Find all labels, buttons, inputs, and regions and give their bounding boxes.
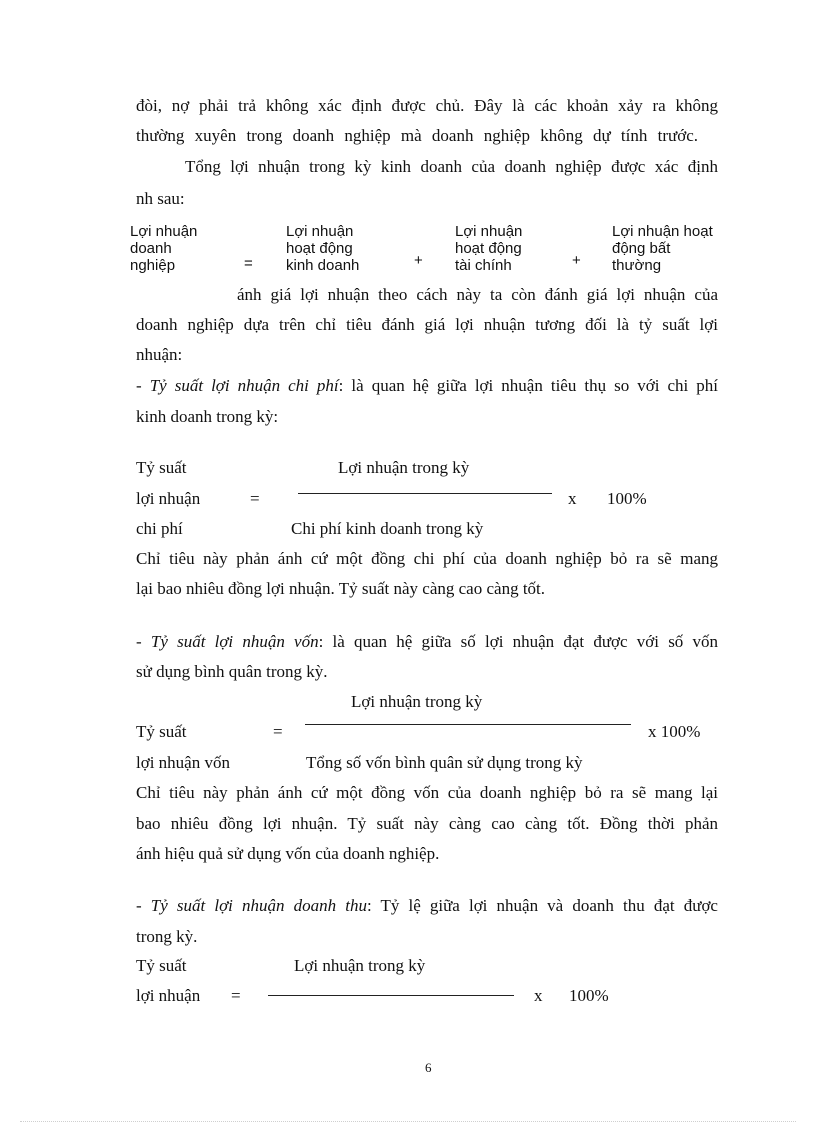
paragraph-line: Chỉ tiêu này phản ánh cứ một đồng chi phí của doanh nghiệp bỏ ra sẽ mang bbox=[136, 549, 718, 568]
paragraph-line: kinh doanh trong kỳ: bbox=[136, 407, 279, 426]
page-number: 6 bbox=[425, 1060, 432, 1075]
paragraph-line: bao nhiêu đồng lợi nhuận. Tỷ suất này càng cao càng tốt. Đồng thời phản bbox=[136, 814, 718, 833]
term-italic: Tỷ suất lợi nhuận vốn bbox=[150, 632, 319, 651]
equation-term: hoạt động bbox=[455, 240, 522, 257]
formula-denominator: Chi phí kinh doanh trong kỳ bbox=[291, 519, 484, 538]
equals-sign: = bbox=[244, 255, 253, 272]
formula-label: lợi nhuận bbox=[136, 986, 201, 1005]
formula-label: chi phí bbox=[136, 519, 183, 538]
term-italic: Tỷ suất lợi nhuận doanh thu bbox=[150, 896, 367, 915]
equation-term: động bất bbox=[612, 240, 671, 257]
formula-label: lợi nhuận bbox=[136, 489, 201, 508]
multiply-sign: x bbox=[568, 489, 577, 508]
equation-term: nghiệp bbox=[130, 257, 176, 274]
multiply-sign: x bbox=[534, 986, 543, 1005]
plus-sign: + bbox=[414, 252, 423, 269]
formula-denominator: Tổng số vốn bình quân sử dụng trong kỳ bbox=[306, 753, 583, 772]
section-heading-line: - Tỷ suất lợi nhuận chi phí: là quan hệ giữa lợi nhuận tiêu thụ so với chi phí bbox=[136, 376, 718, 395]
formula-label: Tỷ suất bbox=[136, 458, 187, 477]
equals-sign: = bbox=[231, 986, 241, 1005]
equation-term: hoạt động bbox=[286, 240, 353, 257]
formula-percent: x 100% bbox=[648, 722, 701, 741]
equation-term: Lợi nhuận bbox=[455, 223, 523, 240]
equation-term: Lợi nhuận hoạt bbox=[612, 223, 713, 240]
section-heading-line: - Tỷ suất lợi nhuận doanh thu: Tỷ lệ giữa lợi nhuận và doanh thu đạt được bbox=[136, 896, 718, 915]
paragraph-line: doanh nghiệp dựa trên chỉ tiêu đánh giá lợi nhuận tương đối là tỷ suất lợi bbox=[136, 315, 718, 334]
paragraph-line: Tổng lợi nhuận trong kỳ kinh doanh của doanh nghiệp được xác định bbox=[185, 157, 718, 176]
formula-label: Tỷ suất bbox=[136, 722, 187, 741]
fraction-bar bbox=[268, 995, 514, 996]
paragraph-line: lại bao nhiêu đồng lợi nhuận. Tỷ suất này càng cao càng tốt. bbox=[136, 579, 546, 598]
page-edge-divider bbox=[20, 1121, 796, 1122]
paragraph-line: nhuận: bbox=[136, 345, 183, 364]
equals-sign: = bbox=[250, 489, 260, 508]
equation-term: doanh bbox=[130, 240, 172, 257]
formula-numerator: Lợi nhuận trong kỳ bbox=[294, 956, 426, 975]
section-heading-line: - Tỷ suất lợi nhuận vốn: là quan hệ giữa số lợi nhuận đạt được với số vốn bbox=[136, 632, 719, 651]
formula-numerator: Lợi nhuận trong kỳ bbox=[338, 458, 470, 477]
paragraph-line: ánh hiệu quả sử dụng vốn của doanh nghiệp. bbox=[136, 844, 440, 863]
term-italic: Tỷ suất lợi nhuận chi phí bbox=[149, 376, 339, 395]
formula-label: lợi nhuận vốn bbox=[136, 753, 230, 772]
paragraph-line: ánh giá lợi nhuận theo cách này ta còn đánh giá lợi nhuận của bbox=[237, 285, 718, 304]
equation-term: kinh doanh bbox=[286, 257, 360, 274]
fraction-bar bbox=[298, 493, 552, 494]
equation-term: thường bbox=[612, 257, 662, 274]
paragraph-line: sử dụng bình quân trong kỳ. bbox=[136, 662, 328, 681]
equals-sign: = bbox=[273, 722, 283, 741]
fraction-bar bbox=[305, 724, 631, 725]
paragraph-line: trong kỳ. bbox=[136, 927, 198, 946]
equation-term: Lợi nhuận bbox=[130, 223, 198, 240]
formula-label: Tỷ suất bbox=[136, 956, 187, 975]
paragraph-line: thường xuyên trong doanh nghiệp mà doanh nghiệp không dự tính trước. bbox=[136, 126, 698, 145]
formula-percent: 100% bbox=[607, 489, 647, 508]
formula-numerator: Lợi nhuận trong kỳ bbox=[351, 692, 483, 711]
plus-sign: + bbox=[572, 252, 581, 269]
paragraph-line: đòi, nợ phải trả không xác định được chủ. Đây là các khoản xảy ra không bbox=[136, 96, 718, 115]
paragraph-line: nh sau: bbox=[136, 189, 185, 208]
equation-term: Lợi nhuận bbox=[286, 223, 354, 240]
paragraph-line: Chỉ tiêu này phản ánh cứ một đồng vốn của doanh nghiệp bỏ ra sẽ mang lại bbox=[136, 783, 718, 802]
equation-term: tài chính bbox=[455, 257, 512, 274]
formula-percent: 100% bbox=[569, 986, 609, 1005]
